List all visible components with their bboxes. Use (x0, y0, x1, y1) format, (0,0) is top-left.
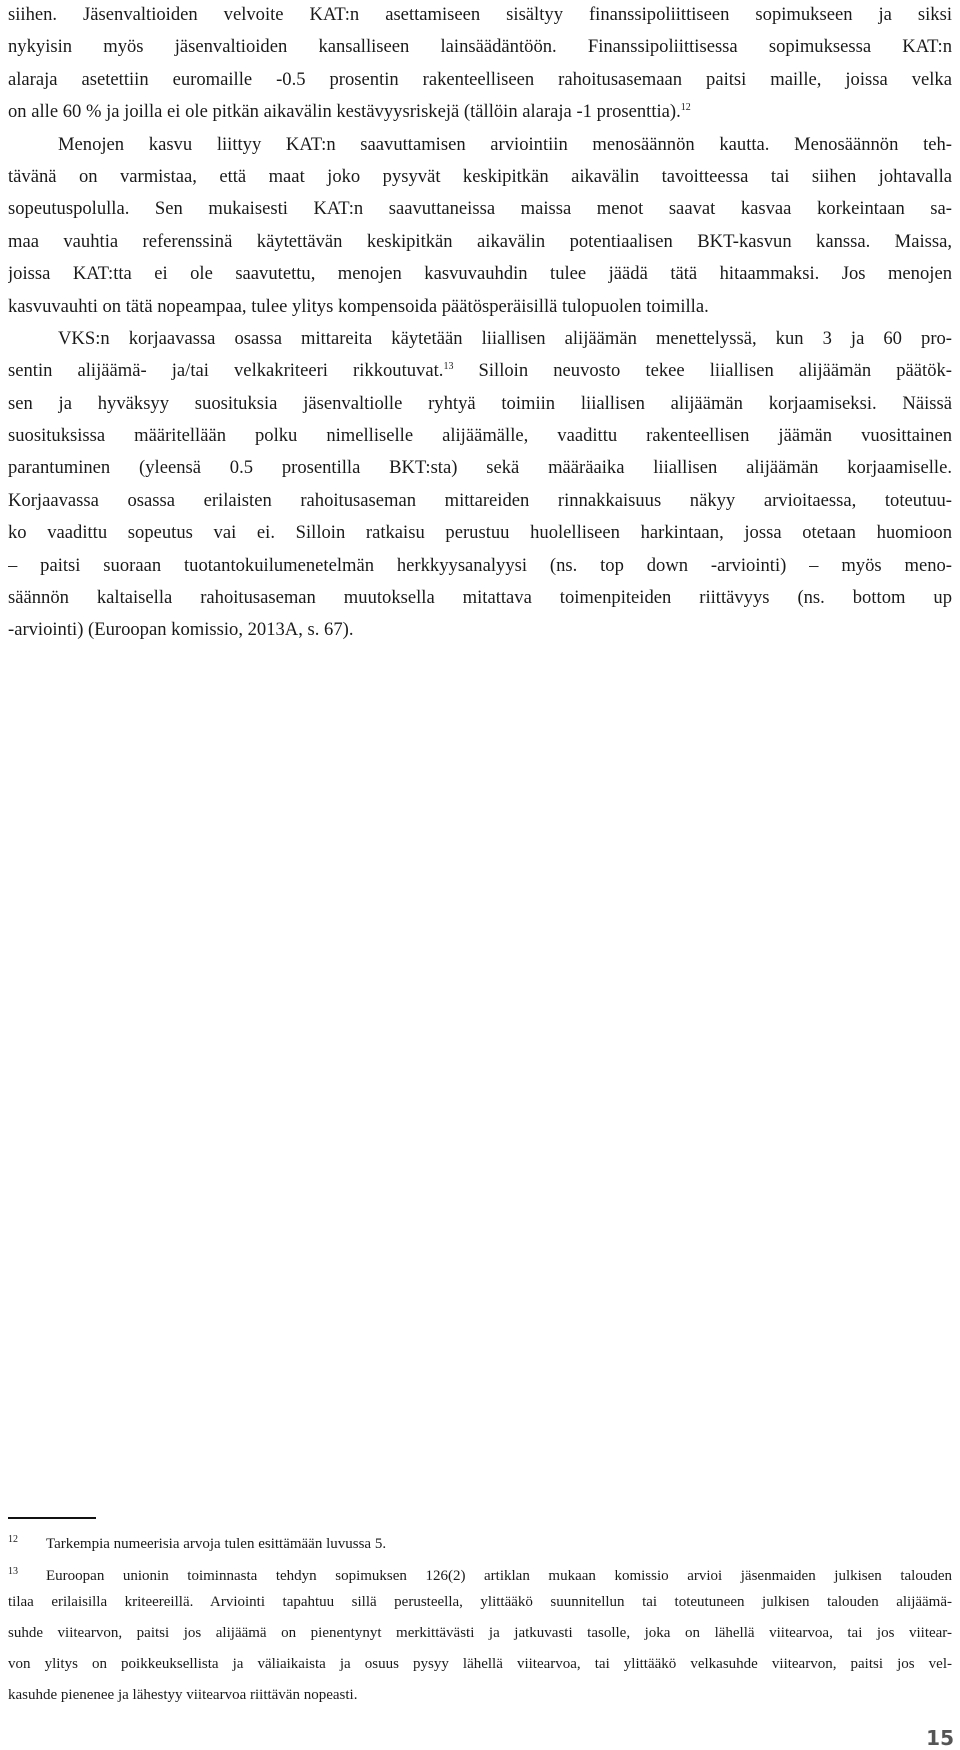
text-line: sopeutuspolulla. Sen mukaisesti KAT:n saavuttaneissa maissa menot saavat kasvaa korkeintaan sa- (8, 198, 952, 220)
footnote-number: 12 (8, 1534, 18, 1545)
text-line: ko vaadittu sopeutus vai ei. Silloin ratkaisu perustuu huolelliseen harkintaan, jossa otetaan huomioon (8, 522, 952, 544)
footnote-13 (8, 1556, 952, 1711)
text-line: parantuminen (yleensä 0.5 prosentilla BKT:sta) sekä määräaika liiallisen alijäämän korjaamiselle. (8, 457, 952, 479)
footnote-line: kasuhde pienenee ja lähestyy viitearvoa riittävän nopeasti. (8, 1687, 358, 1703)
text-line: alaraja asetettiin euromaille -0.5 prosentin rakenteelliseen rahoitusasemaan paitsi maille, joissa velka (8, 68, 952, 90)
text-line (8, 96, 952, 128)
footnote-ref-13[interactable]: 13 (443, 361, 454, 373)
footnote-number: 13 (8, 1566, 18, 1577)
text-line: siihen. Jäsenvaltioiden velvoite KAT:n asettamiseen sisältyy finanssipoliittiseen sopimukseen ja siksi (8, 4, 952, 25)
footnote-line (8, 1556, 952, 1587)
footnote-line: tilaa erilaisilla kriteereillä. Arviointi tapahtuu sillä perusteella, ylittääkö suunnitellun tai toteutuneen julkisen talouden alijäämä- (8, 1594, 952, 1610)
text-line: VKS:n korjaavassa osassa mittareita käytetään liiallisen alijäämän menettelyssä, kun 3 ja 60 pro- (58, 327, 952, 349)
text-line: maa vauhtia referenssinä käytettävän keskipitkän aikavälin potentiaalisen BKT-kasvun kanssa. Maissa, (8, 230, 952, 252)
text-line: tävänä on varmistaa, että maat joko pysyvät keskipitkän aikavälin tavoitteessa tai siihen johtavalla (8, 165, 952, 187)
text-line: suosituksissa määritellään polku nimelliselle alijäämälle, vaadittu rakenteellisen jäämän vuosittainen (8, 425, 952, 447)
footnote-line (8, 1524, 952, 1555)
text: on alle 60 % ja joilla ei ole pitkän aikavälin kestävyysriskejä (tällöin alaraja -1 prosenttia). (8, 101, 681, 123)
footnote-12 (8, 1524, 952, 1555)
footnote-separator (8, 1517, 96, 1519)
page-number: 15 (926, 1726, 954, 1750)
text-line: nykyisin myös jäsenvaltioiden kansalliseen lainsäädäntöön. Finanssipoliittisessa sopimuksessa KAT:n (8, 36, 952, 58)
text-line: kasvuvauhti on tätä nopeampaa, tulee ylitys kompensoida päätösperäisillä tulopuolen toimilla. (8, 295, 709, 317)
text-line (8, 355, 952, 387)
footnote-line: suhde viitearvon, paitsi jos alijäämä on pienentynyt merkittävästi ja jatkuvasti tasolle, joka on lähellä viitearvoa, tai jos viitear- (8, 1625, 952, 1641)
text-line: Menojen kasvu liittyy KAT:n saavuttamisen arviointiin menosäännön kautta. Menosäännön teh- (58, 133, 952, 155)
text-line: joissa KAT:tta ei ole saavutettu, menojen kasvuvauhdin tulee jäädä tätä hitaammaksi. Jos menojen (8, 263, 952, 285)
text-line: säännön kaltaisella rahoitusaseman muutoksella mitattava toimenpiteiden riittävyys (ns. bottom up (8, 587, 952, 609)
text-line: -arviointi) (Euroopan komissio, 2013A, s. 67). (8, 619, 354, 641)
text-line: Korjaavassa osassa erilaisten rahoitusaseman mittareiden rinnakkaisuus näkyy arvioitaessa, toteutuu- (8, 489, 952, 511)
text: sentin alijäämä- ja/tai velkakriteeri rikkoutuvat. (8, 360, 444, 382)
text-line: sen ja hyväksyy suosituksia jäsenvaltiolle ryhtyä toimiin liiallisen alijäämän korjaamiseksi. Näissä (8, 392, 952, 414)
body-text (8, 0, 952, 647)
text: Silloin neuvosto tekee liiallisen alijäämän päätök- (478, 360, 952, 382)
footnote-ref-12[interactable]: 12 (680, 102, 691, 114)
text-line: – paitsi suoraan tuotantokuilumenetelmän herkkyysanalyysi (ns. top down -arviointi) – myös meno- (8, 554, 952, 576)
footnote-line: von ylitys on poikkeuksellista ja väliaikaista ja osuus pysyy lähellä viitearvoa, tai ylittääkö velkasuhde viitearvon, paitsi jos vel- (8, 1656, 952, 1672)
footnote-text: Tarkempia numeerisia arvoja tulen esittämään luvussa 5. (46, 1536, 387, 1552)
footnote-text: Euroopan unionin toiminnasta tehdyn sopimuksen 126(2) artiklan mukaan komissio arvioi jäsenmaiden julkisen talouden (46, 1568, 952, 1584)
